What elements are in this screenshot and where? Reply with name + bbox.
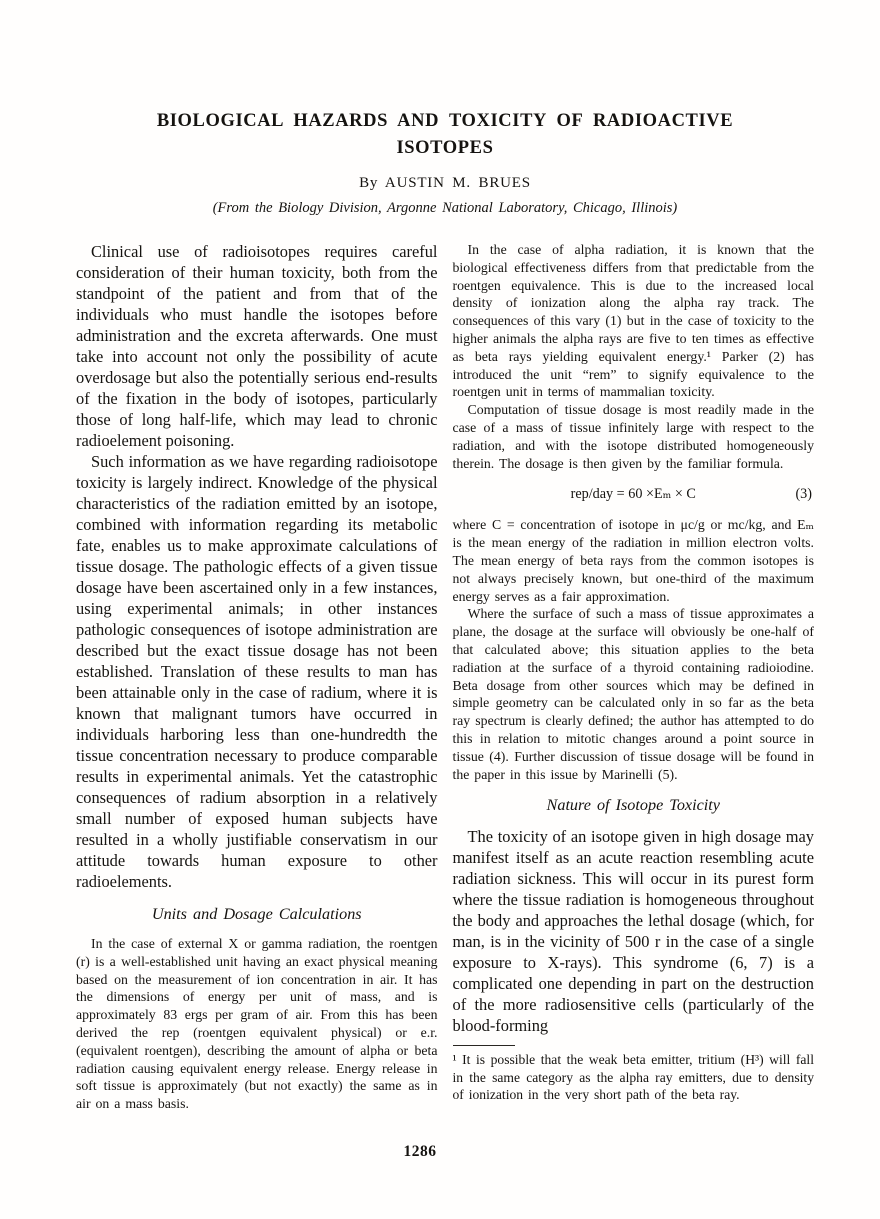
equation-rep-per-day (453, 486, 815, 503)
right-column (453, 241, 815, 1113)
paragraph-roentgen-unit: In the case of external X or gamma radiation, the roentgen (r) is a well-established unit having an exact physical meaning based on the measurement of ion concentration in air. It has the dimensions of energy per unit of mass, and is approximately 83 ergs per gram of air. From this has been derived the rep (roentgen equivalent physical) or e.r. (equivalent roentgen), describing the amount of alpha or beta radiation causing equivalent energy release. Energy release in soft tissue is approximately (but not exactly) the same as in air on a mass basis. (76, 936, 438, 1112)
footnote-tritium: ¹ It is possible that the weak beta emitter, tritium (H³) will fall in the same category as the alpha ray emitters, due to density of ionization in the very short path of the beta ray. (452, 1052, 814, 1103)
paragraph-clinical-use: Clinical use of radioisotopes requires careful consideration of their human toxicity, both from the standpoint of the patient and from that of the individuals who must handle the isotopes before administration and the excreta afterwards. One must take into account not only the possibility of acute overdosage but also the potentially serious end-results of the fixation in the body of isotopes, particularly those of long half-life, which may lead to chronic radioelement poisoning. (76, 242, 438, 450)
article-title-line1: BIOLOGICAL HAZARDS AND TOXICITY OF RADIOACTIVE (156, 111, 734, 131)
article-title (76, 108, 814, 162)
left-column (76, 241, 438, 1113)
article-title-line2: ISOTOPES (396, 138, 494, 158)
author-affiliation: (From the Biology Division, Argonne National Laboratory, Chicago, Illinois) (212, 200, 678, 216)
paragraph-such-information: Such information as we have regarding radioisotope toxicity is largely indirect. Knowledge of the physical characteristics of the radiation emitted by an isotope, combined with information regarding its metabolic fate, enables us to make approximate calculations of tissue dosage. The pathologic effects of a given tissue dosage have been ascertained only in a few instances, using experimental animals; in other instances pathologic consequences of isotope administration are described but the exact tissue dosage has not been established. Translation of these results to man has been attainable only in the case of radium, where it is known that malignant tumors have occurred in individuals harboring less than one-hundredth the tissue concentration necessary to produce comparable results in experimental animals. Yet the catastrophic consequences of radium absorption in a relatively small number of exposed human subjects have resulted in a wholly justifiable conservatism in our attitude towards human exposure to other radioelements. (76, 452, 438, 891)
paragraph-alpha-radiation: In the case of alpha radiation, it is known that the biological effectiveness differs from that predictable from the roentgen equivalence. This is due to the increased local density of ionization along the alpha ray track. The consequences of this vary (1) but in the case of toxicity to the higher animals the alpha rays are five to ten times as effective as beta rays yielding equivalent energy.¹ Parker (2) has introduced the unit “rem” to signify equivalence to the roentgen unit in terms of mammalian toxicity. (452, 242, 814, 400)
footnote-separator-rule (453, 1045, 515, 1046)
paragraph-where-c: where C = concentration of isotope in μc/g or mc/kg, and Eₘ is the mean energy of the radiation in million electron volts. The mean energy of beta rays from the common isotopes is not always precisely known, but one-third of the maximum energy serves as a fair approximation. (452, 517, 814, 604)
page-number: 1286 (403, 1143, 437, 1160)
equation-expression: rep/day = 60 ×Eₘ × C (570, 486, 696, 503)
two-column-body (76, 241, 814, 1113)
equation-number: (3) (795, 486, 812, 503)
section-heading-units-dosage: Units and Dosage Calculations (151, 905, 362, 923)
article-header (76, 108, 814, 217)
paragraph-surface-plane: Where the surface of such a mass of tissue approximates a plane, the dosage at the surface will obviously be one-half of that calculated above; this situation applies to the beta radiation at the surface of a thyroid containing radioiodine. Beta dosage from other sources which may be defined in simple geometry can be calculated only in so far as the beta ray spectrum is clearly defined; the author has attempted to do this in relation to mitotic changes around a point source in tissue (4). Further discussion of tissue dosage will be found in the paper in this issue by Marinelli (5). (452, 606, 814, 782)
author-byline: By AUSTIN M. BRUES (359, 175, 531, 191)
section-heading-nature-toxicity: Nature of Isotope Toxicity (546, 796, 720, 815)
paragraph-toxicity-high-dosage: The toxicity of an isotope given in high dosage may manifest itself as an acute reaction resembling acute radiation sickness. This will occur in its purest form where the tissue radiation is homogeneous throughout the body and approaches the lethal dosage (which, for man, is in the vicinity of 500 r in the case of a single exposure to X-rays). This syndrome (6, 7) is a complicated one depending in part on the destruction of the more radiosensitive cells (particularly of the blood-forming (452, 827, 814, 1036)
paragraph-computation-dosage: Computation of tissue dosage is most readily made in the case of a mass of tissue infinitely large with respect to the radiation, and with the isotope distributed homogeneously therein. The dosage is then given by the familiar formula. (452, 402, 814, 471)
